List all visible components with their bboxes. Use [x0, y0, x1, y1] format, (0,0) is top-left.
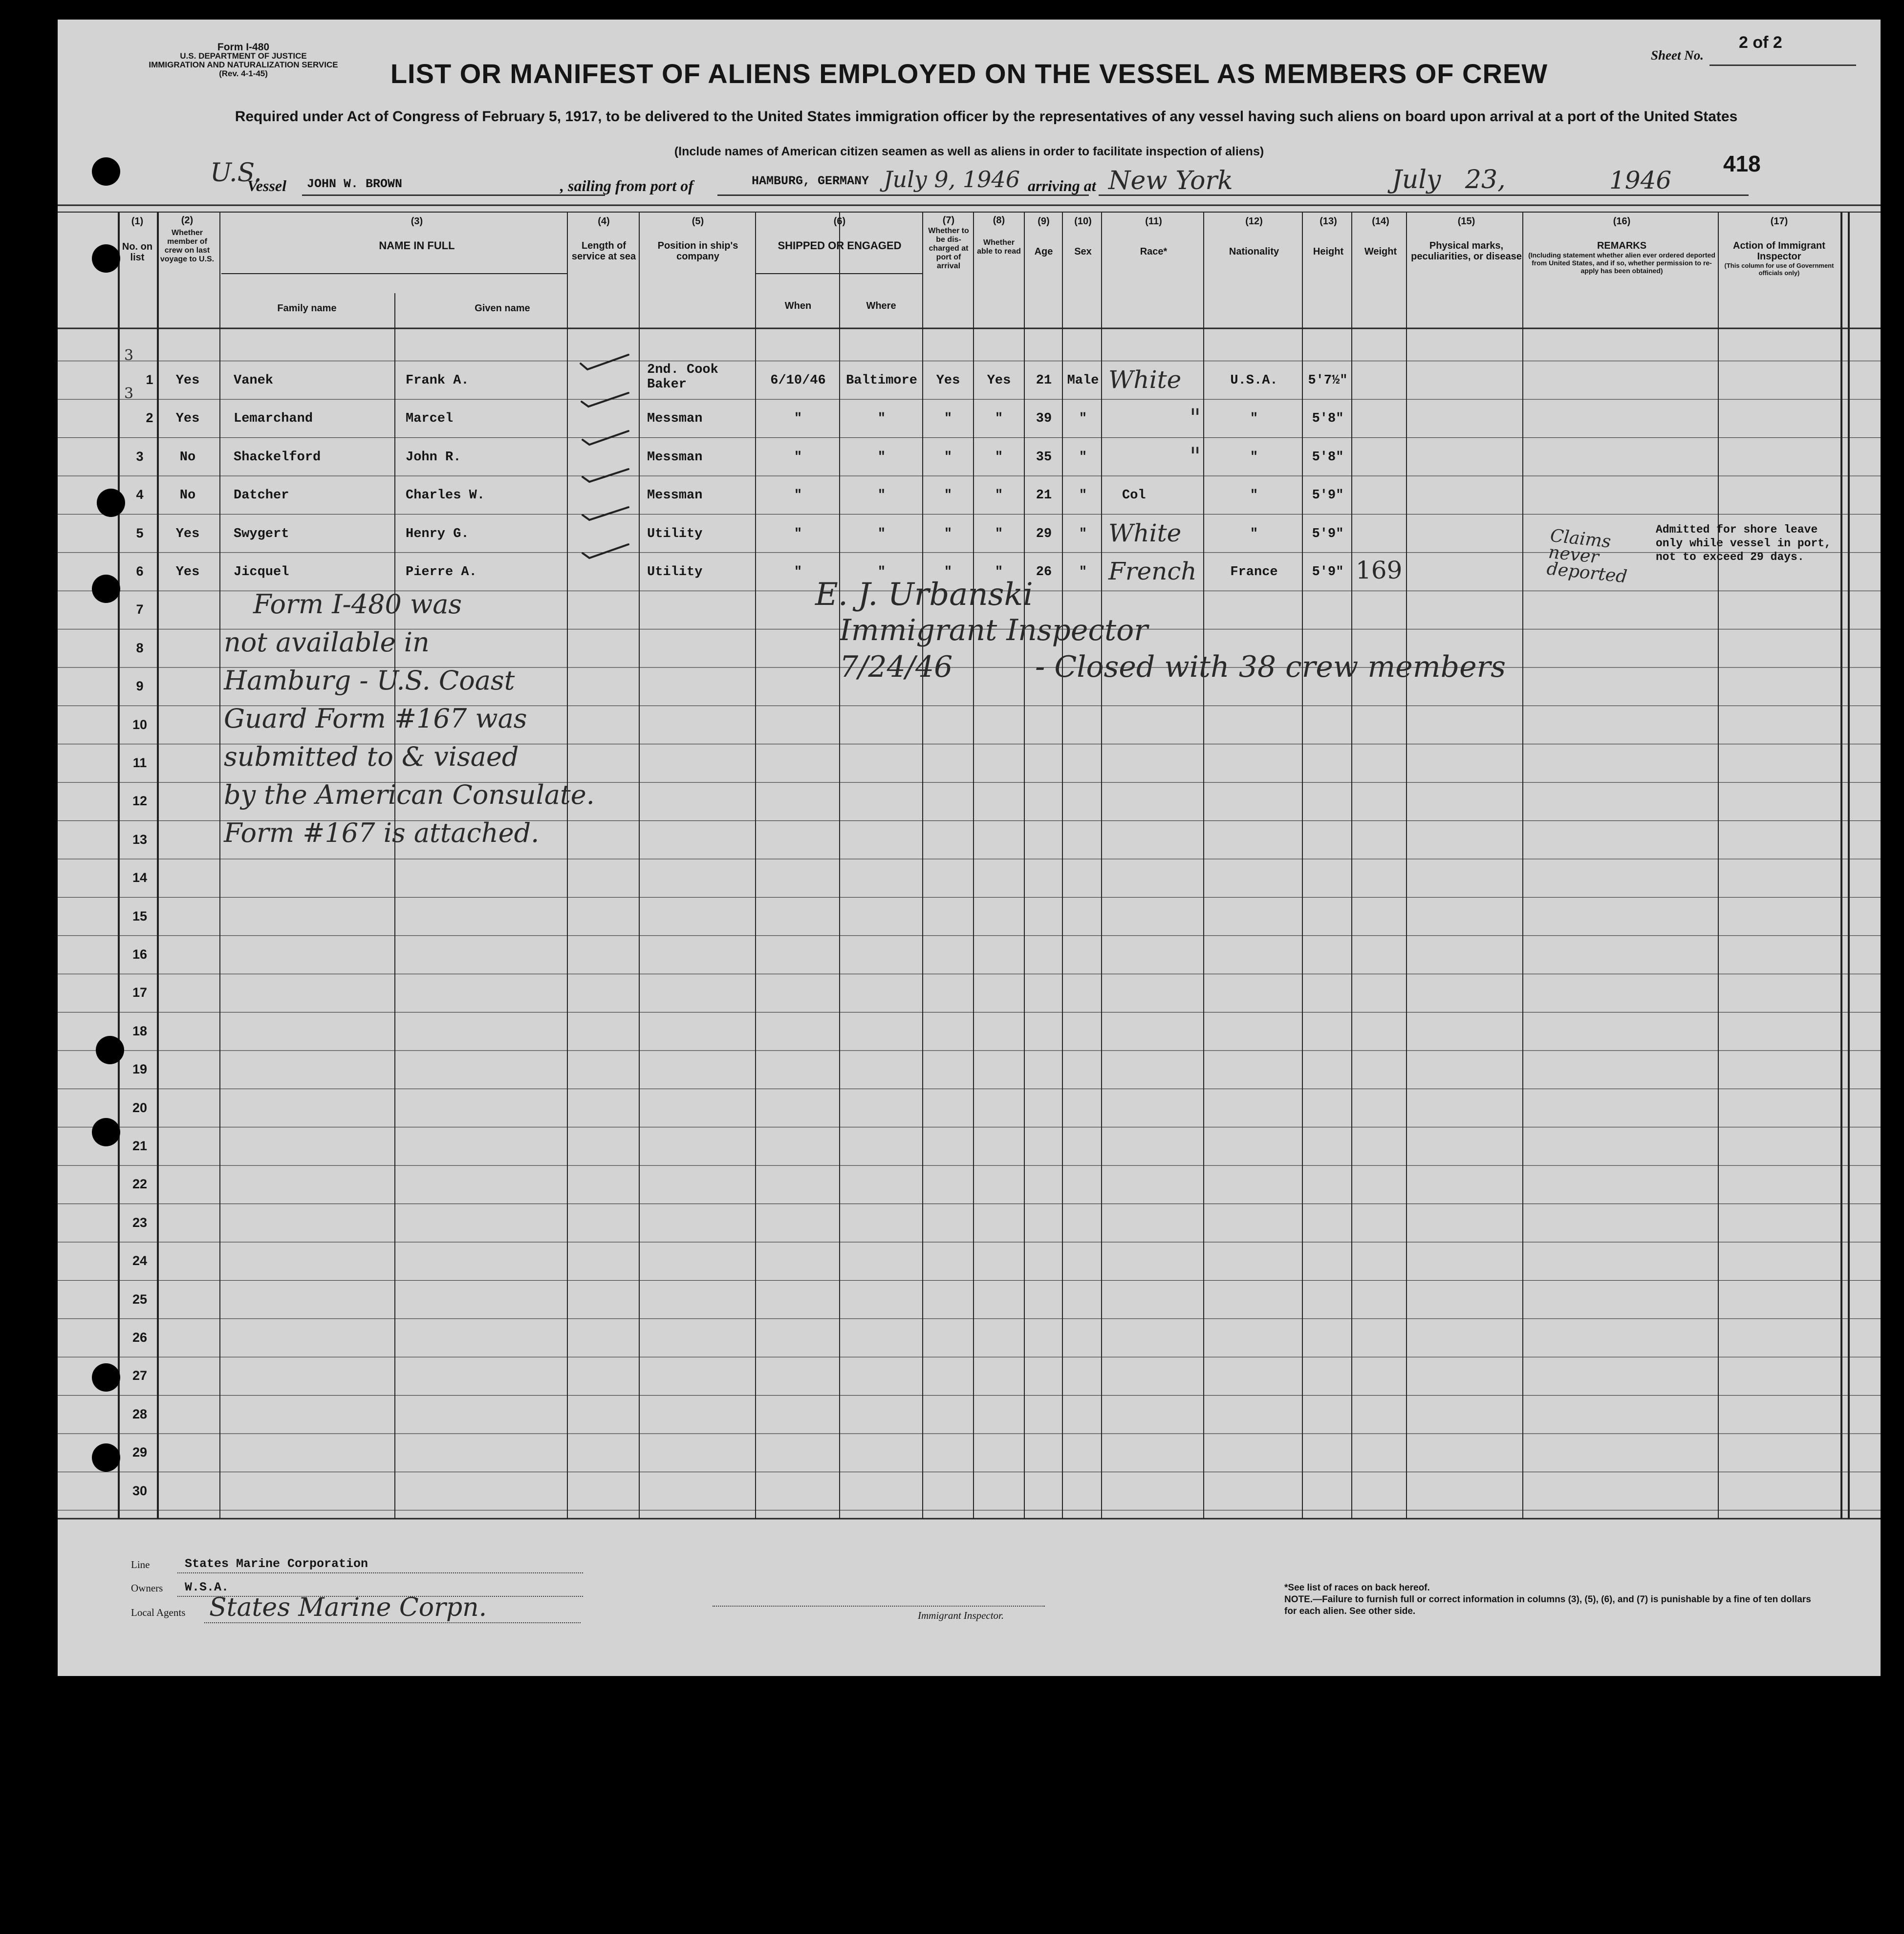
cell-shipped-when: " [794, 450, 802, 465]
punch-hole [92, 575, 120, 603]
row-number: 20 [132, 1100, 148, 1115]
col3-header [221, 216, 612, 251]
punch-hole [92, 1443, 120, 1472]
cell-height: 5'8" [1312, 450, 1344, 465]
row-number: 5 [136, 525, 144, 540]
cell-discharged: " [944, 488, 952, 503]
vessel-prefix-handwritten: U.S. [210, 158, 262, 188]
cell-family-name: Vanek [234, 373, 274, 388]
row-number: 12 [132, 794, 148, 809]
cell-age: 35 [1036, 450, 1052, 465]
row-number: 24 [132, 1253, 148, 1268]
col1-header [119, 216, 156, 263]
row-number: 30 [132, 1483, 148, 1498]
col10-label: Sex [1074, 246, 1092, 257]
cell-height: 5'9" [1312, 565, 1344, 580]
col5-header [642, 216, 754, 262]
handwritten-note-line: by the American Consulate. [224, 779, 595, 810]
cell-race: " [1190, 404, 1201, 432]
cell-discharged: " [944, 565, 952, 580]
cell-nationality: " [1250, 450, 1258, 465]
closing-note: - Closed with 38 crew members [1035, 650, 1506, 684]
row-number: 4 [136, 487, 144, 502]
cell-position: Messman [647, 450, 703, 465]
arriving-label: arriving at [1028, 177, 1096, 194]
cell-family-name: Datcher [234, 488, 289, 503]
row-number: 23 [132, 1215, 148, 1230]
row-number: 3 [136, 449, 144, 464]
department-name: U.S. DEPARTMENT OF JUSTICE [180, 51, 307, 61]
cell-position: Utility [647, 526, 703, 541]
checkmark-icon [583, 469, 628, 482]
row-number: 6 [136, 564, 144, 579]
col3-given-header: Given name [475, 303, 530, 314]
footer-owners-value: W.S.A. [185, 1580, 229, 1594]
col2-header [158, 216, 216, 264]
cell-sex: " [1079, 565, 1087, 580]
col7-header [924, 216, 973, 271]
cell-nationality: U.S.A. [1230, 373, 1278, 388]
row-number: 11 [132, 755, 147, 770]
col17-sublabel: (This column for use of Government officials only) [1724, 262, 1834, 277]
footer-line-underline [177, 1572, 583, 1573]
col4-header [571, 216, 637, 262]
col4-number: (4) [598, 216, 610, 227]
inspector-title: Immigrant Inspector [840, 613, 1148, 647]
row-number: 15 [132, 908, 148, 924]
cell-family-name: Swygert [234, 526, 289, 541]
cell-race: " [1190, 442, 1201, 471]
vessel-label: Vessel [247, 177, 286, 194]
col13-header [1304, 216, 1353, 257]
col12-label: Nationality [1229, 246, 1279, 257]
cell-discharged: " [944, 450, 952, 465]
handwritten-note-line: not available in [224, 627, 430, 658]
cell-last-voyage: Yes [175, 565, 200, 580]
col9-header [1025, 216, 1062, 257]
col3-family-header: Family name [277, 303, 337, 314]
row-number: 25 [132, 1291, 148, 1307]
col6-where-header: Where [866, 301, 896, 311]
row-number: 22 [132, 1177, 148, 1192]
cell-sex: " [1079, 526, 1087, 541]
handwritten-note-line: Hamburg - U.S. Coast [224, 665, 515, 696]
col2-label: Whether member of crew on last voyage to U.S. [160, 229, 215, 263]
cell-family-name: Lemarchand [234, 411, 313, 427]
cell-position: Utility [647, 565, 703, 580]
row6-remarks-handwritten: Claims never deported [1545, 525, 1628, 587]
col6-header [757, 216, 923, 251]
footer-agents-underline [204, 1622, 581, 1623]
cell-height: 5'9" [1312, 526, 1344, 541]
cell-able-to-read: " [995, 488, 1003, 503]
footer-agents-value: States Marine Corpn. [209, 1593, 487, 1622]
row2-prefix: 3 [124, 385, 134, 402]
cell-given-name: Frank A. [406, 373, 469, 388]
col17-label: Action of Immigrant Inspector [1733, 240, 1825, 262]
cell-shipped-where: " [877, 488, 886, 503]
cell-last-voyage: Yes [175, 411, 200, 427]
col15-label: Physical marks, peculiarities, or disease [1411, 240, 1522, 262]
col14-label: Weight [1364, 246, 1397, 257]
punch-hole [92, 157, 120, 186]
cell-sex: Male [1067, 373, 1099, 388]
document-number: 418 [1723, 151, 1761, 176]
cell-sex: " [1079, 411, 1087, 427]
cell-height: 5'7½" [1308, 373, 1348, 388]
row-number: 19 [132, 1062, 148, 1077]
col3-number: (3) [411, 216, 423, 227]
row1-prefix: 3 [124, 347, 134, 364]
cell-shipped-when: " [794, 565, 802, 580]
row-number: 28 [132, 1406, 148, 1421]
col9-label: Age [1034, 246, 1053, 257]
cell-given-name: Henry G. [406, 526, 469, 541]
sailing-date: July 9, 1946 [884, 166, 1020, 193]
cell-discharged: Yes [936, 373, 960, 388]
cell-last-voyage: Yes [175, 526, 200, 541]
cell-family-name: Shackelford [234, 450, 321, 465]
cell-position: Messman [647, 488, 703, 503]
manifest-subtitle: Required under Act of Congress of February 5, 1917, to be delivered to the United States immigration officer by the representatives of any vessel having such aliens on board upon arrival at a port of the United States [235, 108, 1738, 125]
cell-race: French [1108, 557, 1197, 585]
footer-inspector-label: Immigrant Inspector. [918, 1610, 1004, 1621]
col1-number: (1) [131, 216, 144, 227]
cell-age: 29 [1036, 526, 1052, 541]
col10-header [1063, 216, 1103, 257]
col12-header [1205, 216, 1303, 257]
col14-number: (14) [1372, 216, 1389, 227]
cell-nationality: " [1250, 488, 1258, 503]
col15-number: (15) [1457, 216, 1475, 227]
col5-number: (5) [692, 216, 704, 227]
punch-hole [96, 1036, 124, 1064]
cell-family-name: Jicquel [234, 565, 289, 580]
checkmark-icon [583, 544, 628, 558]
cell-last-voyage: No [179, 450, 196, 465]
col14-header [1354, 216, 1407, 257]
col12-number: (12) [1245, 216, 1263, 227]
cell-sex: " [1079, 450, 1087, 465]
cell-nationality: " [1250, 526, 1258, 541]
cell-position: Messman [647, 411, 703, 427]
punch-hole [92, 1118, 120, 1146]
checkmark-icon [583, 507, 628, 520]
manifest-note: (Include names of American citizen seamen as well as aliens in order to facilitate inspection of aliens) [674, 145, 1264, 158]
cell-race: White [1108, 365, 1182, 394]
length-of-service-checkmarks [571, 332, 644, 586]
col10-number: (10) [1074, 216, 1092, 227]
cell-age: 26 [1036, 565, 1052, 580]
col8-label: Whether able to read [977, 238, 1021, 256]
col6-number: (6) [833, 216, 846, 227]
col17-header [1719, 216, 1839, 277]
inspector-signature-line [713, 1606, 1045, 1607]
handwritten-note-line: Form #167 is attached. [224, 817, 540, 848]
cell-age: 39 [1036, 411, 1052, 427]
col16-label: REMARKS [1597, 240, 1647, 251]
form-number: Form I-480 [217, 42, 270, 53]
col4-label: Length of service at sea [571, 240, 636, 262]
row-number: 26 [132, 1330, 148, 1345]
row-number: 13 [132, 832, 148, 847]
col16-number: (16) [1613, 216, 1631, 227]
punch-hole [97, 489, 125, 517]
row-number: 9 [136, 679, 144, 694]
cell-sex: " [1079, 488, 1087, 503]
cell-height: 5'9" [1312, 488, 1344, 503]
row-number: 8 [136, 640, 144, 655]
arrival-year: 1946 [1609, 166, 1672, 194]
arrival-port: New York [1108, 166, 1233, 195]
row-number: 17 [132, 985, 148, 1000]
cell-able-to-read: " [995, 411, 1003, 427]
footer-agents-label: Local Agents [131, 1607, 186, 1618]
cell-shipped-when: " [794, 488, 802, 503]
cell-shipped-where: " [877, 565, 886, 580]
arrival-date: July 23, [1392, 165, 1506, 194]
cell-nationality: " [1250, 411, 1258, 427]
cell-age: 21 [1036, 373, 1052, 388]
cell-shipped-where: " [877, 450, 886, 465]
footer-owners-label: Owners [131, 1582, 163, 1594]
handwritten-note-line: submitted to & visaed [224, 741, 519, 772]
punch-hole [92, 1363, 120, 1392]
row-number: 27 [132, 1368, 148, 1383]
row-number: 29 [132, 1445, 148, 1460]
races-note: *See list of races on back hereof. [1284, 1583, 1430, 1593]
vessel-name: JOHN W. BROWN [307, 177, 403, 191]
note-text: —Failure to furnish full or correct information in columns (3), (5), (6), and (7) is punishable by a fine of ten dollars for each alien. See other side. [1284, 1594, 1811, 1616]
inspector-name: E. J. Urbanski [815, 577, 1033, 613]
col11-label: Race* [1140, 246, 1168, 257]
col1-label: No. on list [122, 241, 153, 263]
cell-age: 21 [1036, 488, 1052, 503]
service-name: IMMIGRATION AND NATURALIZATION SERVICE [149, 60, 338, 69]
cell-weight: 169 [1356, 556, 1403, 584]
col11-header [1103, 216, 1204, 257]
note-label: NOTE. [1284, 1594, 1313, 1605]
col5-label: Position in ship's company [657, 240, 738, 262]
col13-label: Height [1313, 246, 1344, 257]
row-number: 1 [146, 372, 153, 387]
col16-header [1525, 216, 1718, 275]
cell-able-to-read: Yes [987, 373, 1011, 388]
fine-note [1284, 1594, 1812, 1617]
row-number: 10 [132, 717, 148, 732]
cell-shipped-where: " [877, 411, 886, 427]
sailing-label: , sailing from port of [560, 177, 693, 194]
manifest-title: LIST OR MANIFEST OF ALIENS EMPLOYED ON THE VESSEL AS MEMBERS OF CREW [390, 58, 1548, 89]
cell-position: 2nd. Cook Baker [647, 363, 718, 392]
cell-given-name: Pierre A. [406, 565, 477, 580]
col6-label: SHIPPED OR ENGAGED [778, 239, 902, 252]
sheet-number: 2 of 2 [1739, 33, 1782, 52]
cell-shipped-when: 6/10/46 [770, 373, 826, 388]
col11-number: (11) [1145, 216, 1162, 227]
cell-given-name: John R. [406, 450, 461, 465]
cell-shipped-where: Baltimore [846, 373, 917, 388]
cell-discharged: " [944, 526, 952, 541]
col8-number: (8) [993, 215, 1005, 226]
row-number: 16 [132, 947, 148, 962]
cell-able-to-read: " [995, 526, 1003, 541]
col9-number: (9) [1038, 216, 1050, 227]
col13-number: (13) [1320, 216, 1337, 227]
cell-race: Col [1122, 488, 1146, 503]
row-number: 14 [132, 870, 148, 885]
inspection-date: 7/24/46 [840, 650, 953, 684]
cell-last-voyage: Yes [175, 373, 200, 388]
col6-when-header: When [784, 301, 812, 311]
manifest-sheet [58, 20, 1881, 1676]
sailing-port: HAMBURG, GERMANY [752, 174, 869, 188]
cell-last-voyage: No [179, 488, 196, 503]
cell-discharged: " [944, 411, 952, 427]
col16-sublabel: (Including statement whether alien ever ordered deported from United States, and if so, whether permission to re-apply has been obtained) [1528, 251, 1715, 275]
checkmark-icon [583, 431, 628, 445]
cell-shipped-when: " [794, 526, 802, 541]
row-number: 21 [132, 1139, 148, 1153]
footer-line-value: States Marine Corporation [185, 1557, 368, 1571]
cell-shipped-when: " [794, 411, 802, 427]
cell-given-name: Marcel [406, 411, 454, 427]
cell-nationality: France [1230, 565, 1278, 580]
cell-able-to-read: " [995, 565, 1003, 580]
cell-able-to-read: " [995, 450, 1003, 465]
checkmark-icon [582, 393, 628, 407]
col7-number: (7) [942, 215, 955, 226]
row6-action-typed: Admitted for shore leave only while vessel in port, not to exceed 29 days. [1656, 523, 1831, 563]
row-number: 7 [136, 602, 144, 617]
col17-number: (17) [1770, 216, 1788, 227]
footer-line-label: Line [131, 1559, 150, 1570]
cell-height: 5'8" [1312, 411, 1344, 427]
col3-label: NAME IN FULL [379, 239, 455, 252]
punch-hole [92, 244, 120, 273]
col7-label: Whether to be dis-charged at port of arrival [928, 227, 969, 270]
footer-notes [1284, 1582, 1812, 1617]
col8-header [974, 216, 1023, 256]
handwritten-note-line: Guard Form #167 was [224, 703, 527, 734]
row-number: 2 [146, 410, 153, 426]
checkmark-icon [581, 355, 628, 369]
sheet-label: Sheet No. [1651, 48, 1704, 63]
cell-race: White [1108, 518, 1182, 547]
form-revision: (Rev. 4-1-45) [219, 69, 268, 78]
handwritten-note-line: Form I-480 was [253, 589, 462, 620]
cell-given-name: Charles W. [406, 488, 485, 503]
cell-shipped-where: " [877, 526, 886, 541]
col15-header [1409, 216, 1524, 262]
col2-number: (2) [181, 215, 194, 226]
row-number: 18 [132, 1023, 148, 1038]
